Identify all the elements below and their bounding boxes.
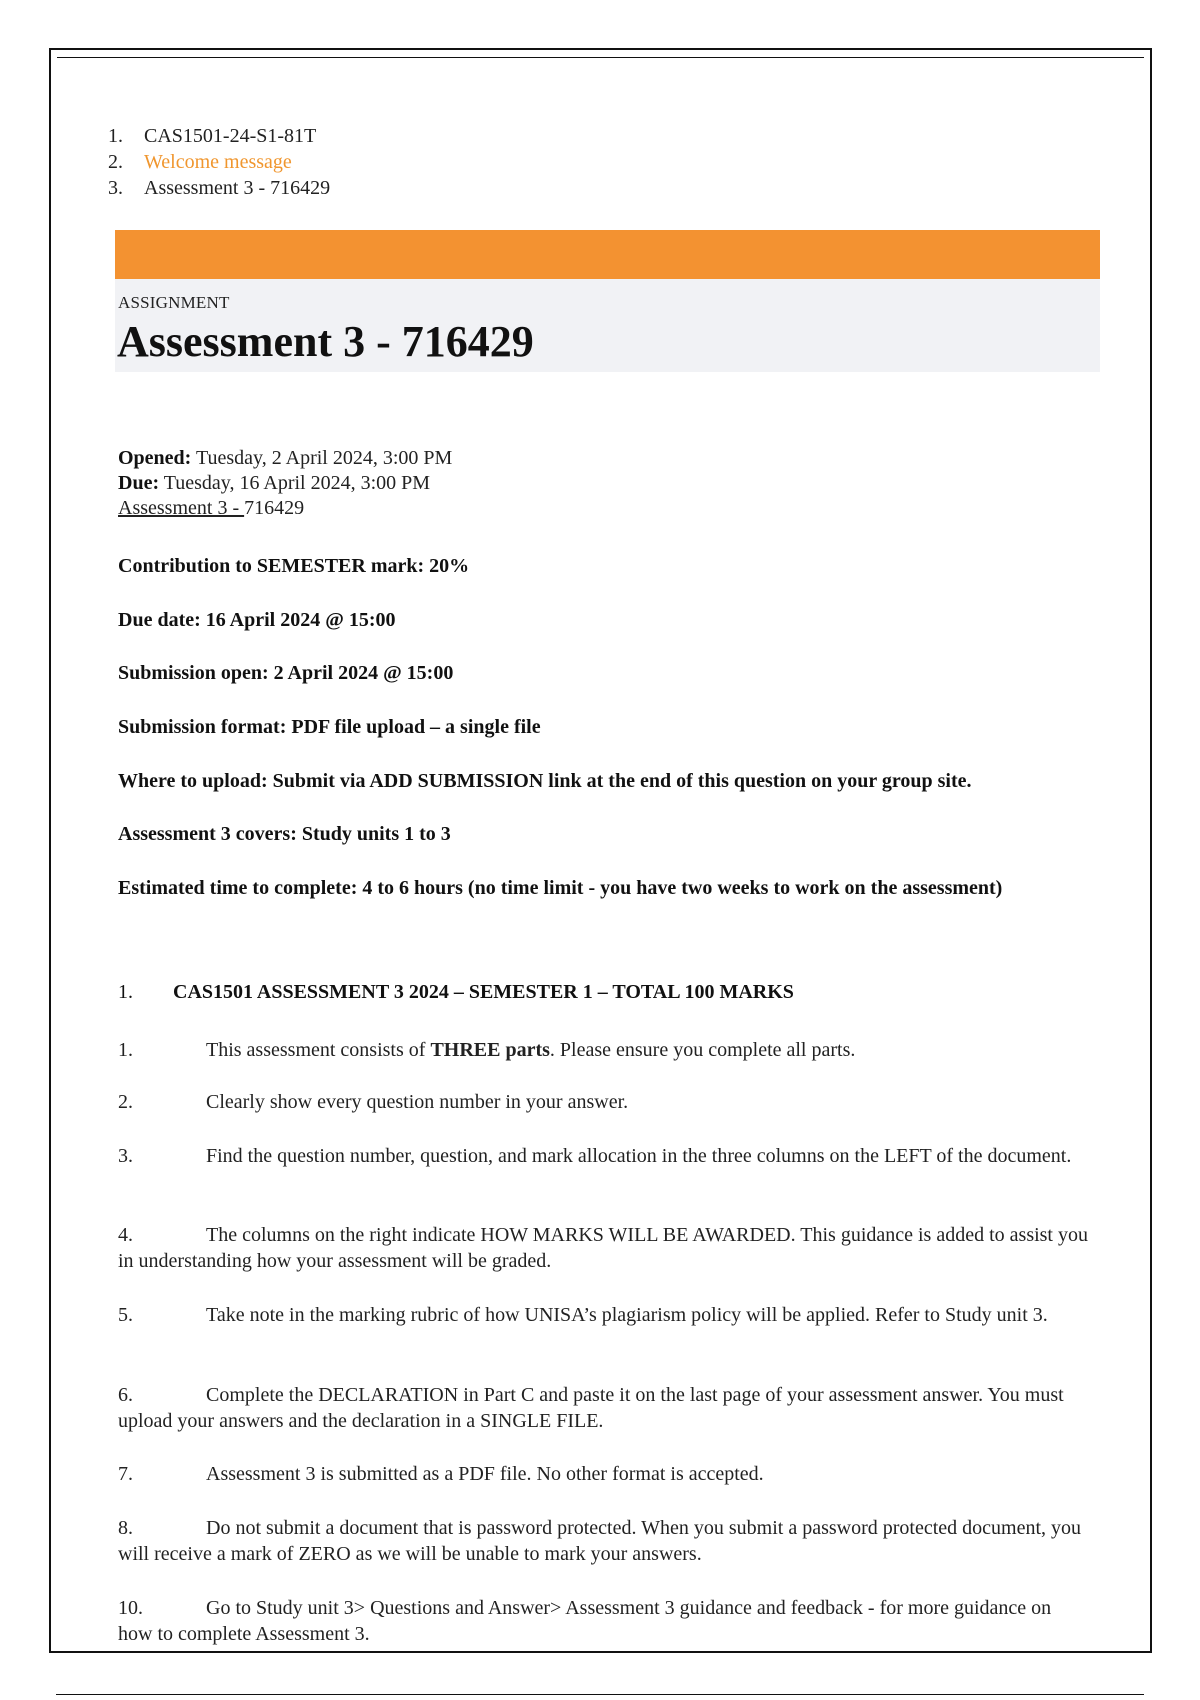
instruction-text: This assessment consists of xyxy=(206,1039,431,1061)
instruction-item xyxy=(118,1222,1088,1274)
breadcrumb-course-link[interactable]: CAS1501-24-S1-81T xyxy=(144,125,317,147)
breadcrumb-item xyxy=(108,175,330,201)
page-title: Assessment 3 - 716429 xyxy=(117,317,534,366)
activity-dates xyxy=(118,446,452,521)
instruction-item xyxy=(118,1143,1088,1169)
fact-due-date: Due date: 16 April 2024 @ 15:00 xyxy=(118,609,396,631)
instruction-number: 10. xyxy=(118,1597,143,1619)
instruction-item xyxy=(118,1515,1088,1567)
top-rule xyxy=(57,57,1144,58)
header-banner xyxy=(115,230,1100,279)
section-title: CAS1501 ASSESSMENT 3 2024 – SEMESTER 1 – TOTAL 100 MARKS xyxy=(173,981,794,1003)
fact-estimated-time: Estimated time to complete: 4 to 6 hours (no time limit - you have two weeks to work on the assessment) xyxy=(118,877,1003,899)
due-value: Tuesday, 16 April 2024, 3:00 PM xyxy=(163,472,431,494)
instruction-item xyxy=(118,1089,1088,1115)
section-number: 1. xyxy=(118,981,133,1003)
breadcrumb-number: 2. xyxy=(108,151,123,173)
instruction-text: Do not submit a document that is password protected. When you submit a password protected document, you will receive a mark of ZERO as we will be unable to mark your answers. xyxy=(118,1517,1082,1565)
instruction-text: The columns on the right indicate HOW MARKS WILL BE AWARDED. This guidance is added to assist you in understanding how your assessment will be graded. xyxy=(118,1224,1088,1272)
instruction-number: 3. xyxy=(118,1145,133,1167)
fact-submission-format: Submission format: PDF file upload – a single file xyxy=(118,716,541,738)
breadcrumb-welcome-link[interactable]: Welcome message xyxy=(144,151,292,173)
fact-where-to-upload: Where to upload: Submit via ADD SUBMISSION link at the end of this question on your group site. xyxy=(118,770,972,792)
opened-date xyxy=(118,446,452,471)
section-heading xyxy=(118,981,794,1004)
instruction-number: 6. xyxy=(118,1384,133,1406)
instruction-number: 1. xyxy=(118,1039,133,1061)
instruction-text: Go to Study unit 3> Questions and Answer> Assessment 3 guidance and feedback - for more guidance on how to complete Assessment 3. xyxy=(118,1597,1052,1645)
instruction-number: 8. xyxy=(118,1517,133,1539)
instruction-text: Complete the DECLARATION in Part C and paste it on the last page of your assessment answer. You must upload your answers and the declaration in a SINGLE FILE. xyxy=(118,1384,1064,1432)
assessment-link[interactable]: Assessment 3 - xyxy=(118,497,245,519)
instruction-text: Find the question number, question, and mark allocation in the three columns on the LEFT of the document. xyxy=(206,1145,1072,1167)
instruction-text: Take note in the marking rubric of how UNISA’s plagiarism policy will be applied. Refer to Study unit 3. xyxy=(206,1304,1048,1326)
instruction-number: 5. xyxy=(118,1304,133,1326)
breadcrumb-item[interactable] xyxy=(108,149,330,175)
assessment-link-suffix: 716429 xyxy=(244,497,305,519)
instruction-text: Clearly show every question number in your answer. xyxy=(206,1091,629,1113)
bottom-rule xyxy=(56,1694,1144,1695)
instruction-item xyxy=(118,1595,1088,1647)
instruction-emphasis: THREE parts xyxy=(430,1039,550,1061)
opened-value: Tuesday, 2 April 2024, 3:00 PM xyxy=(195,447,453,469)
instruction-item xyxy=(118,1461,1088,1487)
instruction-number: 2. xyxy=(118,1091,133,1113)
breadcrumb-item[interactable] xyxy=(108,123,330,149)
due-date xyxy=(118,471,452,496)
instruction-number: 4. xyxy=(118,1224,133,1246)
fact-contribution: Contribution to SEMESTER mark: 20% xyxy=(118,555,470,577)
breadcrumb xyxy=(108,123,330,201)
due-label: Due: xyxy=(118,472,160,494)
instruction-item xyxy=(118,1382,1088,1434)
fact-submission-open: Submission open: 2 April 2024 @ 15:00 xyxy=(118,662,454,684)
breadcrumb-number: 1. xyxy=(108,125,123,147)
instruction-number: 7. xyxy=(118,1463,133,1485)
breadcrumb-number: 3. xyxy=(108,177,123,199)
instruction-text: . Please ensure you complete all parts. xyxy=(549,1039,856,1061)
breadcrumb-current: Assessment 3 - 716429 xyxy=(144,177,331,199)
opened-label: Opened: xyxy=(118,447,192,469)
instruction-item xyxy=(118,1302,1088,1328)
instruction-item xyxy=(118,1037,1088,1063)
fact-covers: Assessment 3 covers: Study units 1 to 3 xyxy=(118,823,451,845)
activity-type-label: ASSIGNMENT xyxy=(118,293,230,312)
instruction-text: Assessment 3 is submitted as a PDF file. No other format is accepted. xyxy=(206,1463,764,1485)
assessment-link-line[interactable] xyxy=(118,496,452,521)
